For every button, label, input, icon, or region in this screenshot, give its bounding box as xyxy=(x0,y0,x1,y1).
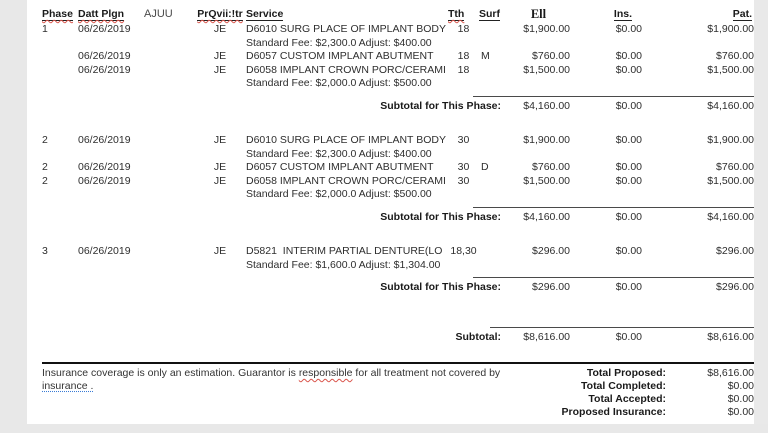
phase-subtotal-insurance: $0.00 xyxy=(615,99,642,112)
cell-phase: 2 xyxy=(42,134,48,146)
phase-subtotal-label: Subtotal for This Phase: xyxy=(380,99,501,112)
cell-tooth: 30 xyxy=(457,174,470,187)
table-row xyxy=(42,23,754,37)
cell-service: D5821 INTERIM PARTIAL DENTURE(LO xyxy=(246,245,443,257)
phase-subtotal-fee: $4,160.00 xyxy=(523,99,570,112)
table-row xyxy=(42,245,754,259)
cell-phase xyxy=(42,50,78,64)
phases-container xyxy=(42,23,754,295)
phase-subtotal-insurance: $0.00 xyxy=(615,281,642,293)
cell-date: 06/26/2019 xyxy=(78,161,131,173)
cell-surface xyxy=(479,134,507,148)
total-proposed-label: Total Proposed: xyxy=(586,367,666,379)
header-insurance: Ins. xyxy=(613,8,632,20)
cell-date: 06/26/2019 xyxy=(78,63,131,76)
grand-subtotal-patient: $8,616.00 xyxy=(707,330,754,343)
total-completed-label: Total Completed: xyxy=(581,380,666,392)
header-provider: PrQvii:!tr xyxy=(197,8,243,20)
total-accepted-value: $0.00 xyxy=(727,393,754,405)
cell-fee: $296.00 xyxy=(532,245,570,257)
grand-subtotal-label: Subtotal: xyxy=(455,330,501,343)
phase-subtotal-patient: $4,160.00 xyxy=(707,99,754,112)
cell-patient: $1,500.00 xyxy=(707,174,754,187)
cell-fee: $760.00 xyxy=(532,50,570,62)
cell-tooth: 30 xyxy=(457,161,470,173)
insurance-disclaimer xyxy=(42,367,517,419)
table-header-row xyxy=(42,8,754,23)
cell-extra xyxy=(144,50,194,64)
cell-extra xyxy=(144,134,194,148)
phase-block xyxy=(42,23,754,113)
cell-service: D6058 IMPLANT CROWN PORC/CERAMI xyxy=(246,63,446,76)
total-proposed-value: $8,616.00 xyxy=(707,367,754,379)
cell-service: D6010 SURG PLACE OF IMPLANT BODY xyxy=(246,134,446,146)
cell-phase: 1 xyxy=(42,23,48,35)
phase-subtotal-fee: $4,160.00 xyxy=(523,210,570,223)
cell-patient: $760.00 xyxy=(716,50,754,62)
cell-provider: JE xyxy=(213,174,227,187)
standard-fee-note: Standard Fee: $2,300.0 Adjust: $400.00 xyxy=(246,36,432,49)
table-row xyxy=(42,161,754,175)
table-row xyxy=(42,134,754,148)
cell-fee: $1,500.00 xyxy=(523,63,570,76)
cell-insurance: $0.00 xyxy=(615,174,642,187)
header-patient: Pat. xyxy=(732,8,752,20)
cell-surface: M xyxy=(481,50,490,62)
table-row xyxy=(42,64,754,78)
standard-fee-note: Standard Fee: $2,000.0 Adjust: $500.00 xyxy=(246,188,432,200)
cell-phase: 2 xyxy=(42,161,48,173)
header-date: Datt Plgn xyxy=(78,8,125,20)
header-tooth: Tth xyxy=(448,8,465,20)
cell-surface xyxy=(479,23,507,37)
report-footer xyxy=(42,362,754,419)
disclaimer-text-2: for all treatment not covered by xyxy=(352,367,501,379)
cell-date: 06/26/2019 xyxy=(78,134,131,146)
standard-fee-note: Standard Fee: $2,000.0 Adjust: $500.00 xyxy=(246,77,432,89)
insurance-link[interactable]: insurance . xyxy=(42,379,94,392)
disclaimer-misspelled-word: responsible xyxy=(298,367,353,379)
phase-subtotal-insurance: $0.00 xyxy=(615,210,642,223)
cell-provider: JE xyxy=(213,134,227,146)
vertical-scrollbar-track[interactable] xyxy=(754,0,768,424)
cell-insurance: $0.00 xyxy=(615,245,642,257)
header-surface: Surf xyxy=(479,8,500,20)
total-proposed-row xyxy=(517,367,754,380)
total-accepted-label: Total Accepted: xyxy=(588,393,666,405)
cell-service: D6057 CUSTOM IMPLANT ABUTMENT xyxy=(246,161,434,173)
cell-date: 06/26/2019 xyxy=(78,23,131,35)
phase-block xyxy=(42,245,754,295)
cell-insurance: $0.00 xyxy=(615,161,642,173)
header-phase: Phase xyxy=(42,8,73,20)
phase-subtotal-row xyxy=(42,207,754,225)
report-page xyxy=(27,0,754,424)
disclaimer-text-1: Insurance coverage is only an estimation. Guarantor is xyxy=(42,367,299,379)
cell-provider: JE xyxy=(213,245,227,257)
cell-fee: $1,900.00 xyxy=(523,134,570,146)
phase-subtotal-row xyxy=(42,96,754,114)
cell-provider: JE xyxy=(213,50,227,62)
cell-tooth: 18,30 xyxy=(450,245,477,257)
cell-insurance: $0.00 xyxy=(615,50,642,62)
phase-subtotal-patient: $296.00 xyxy=(716,281,754,293)
cell-phase: 2 xyxy=(42,174,48,187)
cell-tooth: 18 xyxy=(457,23,470,35)
cell-date: 06/26/2019 xyxy=(78,174,131,187)
cell-surface: D xyxy=(481,161,489,173)
totals-summary xyxy=(517,367,754,419)
phase-subtotal-label: Subtotal for This Phase: xyxy=(380,210,501,223)
proposed-insurance-label: Proposed Insurance: xyxy=(561,406,666,418)
cell-surface xyxy=(479,64,507,78)
cell-extra xyxy=(144,161,194,175)
total-accepted-row xyxy=(517,393,754,406)
grand-subtotal-row xyxy=(42,327,754,345)
cell-service: D6057 CUSTOM IMPLANT ABUTMENT xyxy=(246,50,434,62)
cell-service: D6058 IMPLANT CROWN PORC/CERAMI xyxy=(246,174,446,187)
cell-fee: $1,900.00 xyxy=(523,23,570,35)
cell-tooth: 18 xyxy=(457,63,470,76)
cell-extra xyxy=(144,64,194,78)
cell-phase xyxy=(42,64,78,78)
cell-tooth: 30 xyxy=(457,134,470,146)
cell-surface xyxy=(479,245,507,259)
cell-patient: $1,500.00 xyxy=(707,63,754,76)
header-service: Service xyxy=(246,8,284,20)
phase-subtotal-row xyxy=(42,277,754,295)
cell-extra xyxy=(144,175,194,189)
cell-patient: $296.00 xyxy=(716,245,754,257)
phase-subtotal-fee: $296.00 xyxy=(532,281,570,293)
header-extra: AJUU xyxy=(144,8,173,20)
table-row xyxy=(42,50,754,64)
cell-extra xyxy=(144,245,194,259)
phase-block xyxy=(42,134,754,224)
phase-subtotal-patient: $4,160.00 xyxy=(707,210,754,223)
cell-provider: JE xyxy=(213,23,227,35)
cell-extra xyxy=(144,23,194,37)
cell-insurance: $0.00 xyxy=(615,134,642,146)
cell-patient: $1,900.00 xyxy=(707,134,754,146)
proposed-insurance-row xyxy=(517,406,754,419)
cell-insurance: $0.00 xyxy=(615,23,642,35)
cell-provider: JE xyxy=(213,63,227,76)
cell-service: D6010 SURG PLACE OF IMPLANT BODY xyxy=(246,23,446,35)
cell-date: 06/26/2019 xyxy=(78,245,131,257)
cell-phase: 3 xyxy=(42,245,48,257)
proposed-insurance-value: $0.00 xyxy=(727,406,754,418)
cell-fee: $760.00 xyxy=(532,161,570,173)
header-fee: Ell xyxy=(530,7,547,21)
total-completed-value: $0.00 xyxy=(727,380,754,392)
cell-surface xyxy=(479,175,507,189)
report-content xyxy=(42,8,754,419)
phase-subtotal-label: Subtotal for This Phase: xyxy=(380,281,501,293)
total-completed-row xyxy=(517,380,754,393)
cell-date: 06/26/2019 xyxy=(78,50,131,62)
standard-fee-note: Standard Fee: $2,300.0 Adjust: $400.00 xyxy=(246,147,432,160)
cell-patient: $760.00 xyxy=(716,161,754,173)
grand-subtotal-fee: $8,616.00 xyxy=(523,330,570,343)
cell-patient: $1,900.00 xyxy=(707,23,754,35)
table-row xyxy=(42,175,754,189)
cell-tooth: 18 xyxy=(457,50,470,62)
cell-fee: $1,500.00 xyxy=(523,174,570,187)
standard-fee-note: Standard Fee: $1,600.0 Adjust: $1,304.00 xyxy=(246,258,441,271)
cell-provider: JE xyxy=(213,161,227,173)
grand-subtotal-insurance: $0.00 xyxy=(615,330,642,343)
cell-insurance: $0.00 xyxy=(615,63,642,76)
